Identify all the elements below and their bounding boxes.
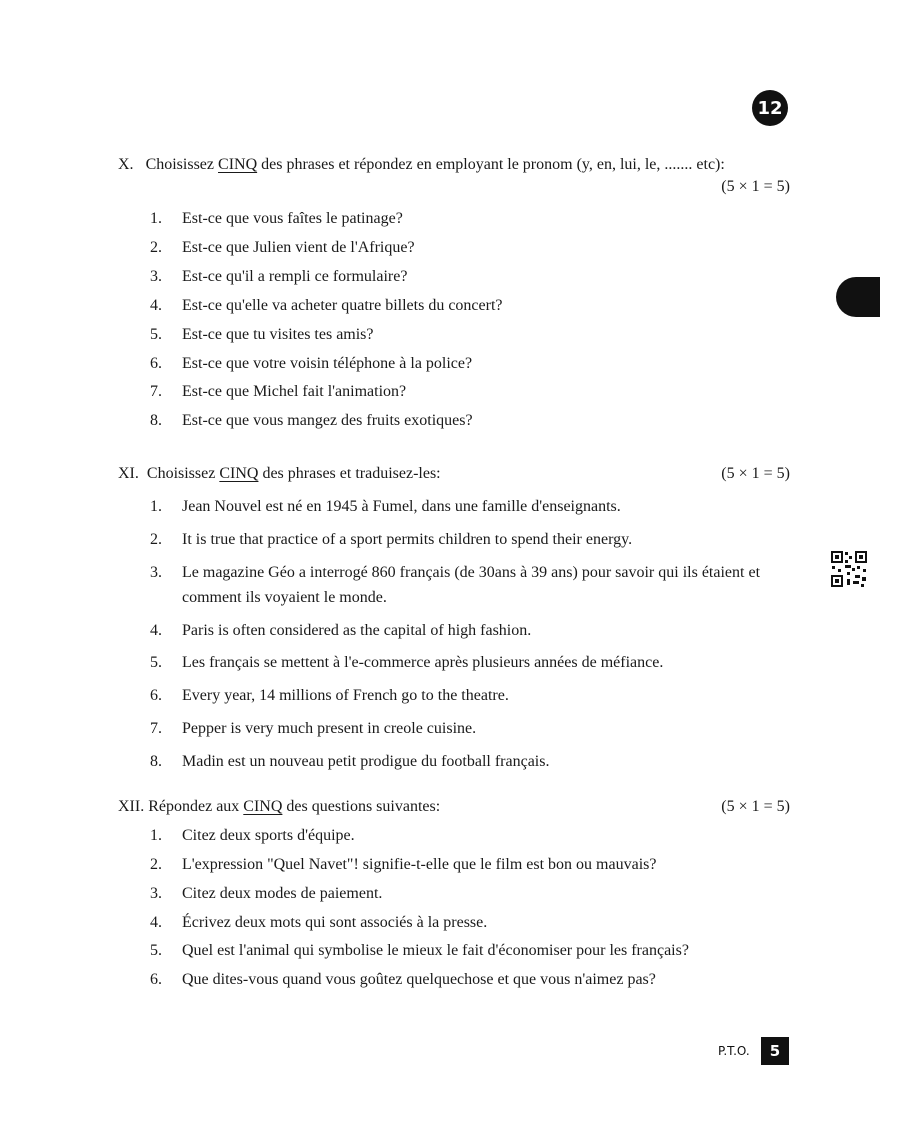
item-text: Que dites-vous quand vous goûtez quelquechose et que vous n'aimez pas?	[182, 971, 656, 988]
pto-label: P.T.O.	[718, 1044, 750, 1058]
list-item	[150, 322, 790, 347]
item-number: 6.	[150, 687, 162, 704]
item-text: Est-ce que Julien vient de l'Afrique?	[182, 239, 415, 256]
list-item	[150, 967, 790, 992]
item-number: 5.	[150, 654, 162, 671]
item-number: 6.	[150, 971, 162, 988]
item-text: Citez deux sports d'équipe.	[182, 827, 355, 844]
item-number: 4.	[150, 914, 162, 931]
list-item	[150, 379, 790, 404]
item-text: Le magazine Géo a interrogé 860 français (de 30ans à 39 ans) pour savoir qui ils étaient et comment ils voyaient le monde.	[182, 564, 761, 606]
item-number: 3.	[150, 268, 162, 285]
list-item	[150, 823, 790, 848]
heading-text: des questions suivantes:	[282, 798, 441, 815]
list-item	[150, 494, 790, 519]
item-number: 1.	[150, 827, 162, 844]
list-item	[150, 408, 790, 433]
list-item	[150, 910, 790, 935]
marks: (5 × 1 = 5)	[721, 178, 790, 195]
item-number: 1.	[150, 498, 162, 515]
list-item	[150, 560, 790, 610]
item-text: Every year, 14 millions of French go to the theatre.	[182, 687, 509, 704]
list-item	[150, 650, 790, 675]
item-text: Est-ce que votre voisin téléphone à la police?	[182, 355, 473, 372]
item-text: Est-ce qu'il a rempli ce formulaire?	[182, 268, 408, 285]
item-text: Jean Nouvel est né en 1945 à Fumel, dans une famille d'enseignants.	[182, 498, 621, 515]
side-tab-marker	[836, 277, 880, 317]
cinq-underlined: CINQ	[243, 798, 283, 815]
cinq-underlined: CINQ	[219, 465, 259, 482]
heading-text: Choisissez	[145, 156, 219, 173]
item-text: Est-ce que Michel fait l'animation?	[182, 383, 407, 400]
item-text: Madin est un nouveau petit prodigue du football français.	[182, 753, 550, 770]
section-number: X.	[118, 156, 134, 173]
list-item	[150, 683, 790, 708]
list-item	[150, 716, 790, 741]
section-number: XI.	[118, 465, 139, 482]
list-item	[150, 527, 790, 552]
item-number: 5.	[150, 942, 162, 959]
item-number: 8.	[150, 753, 162, 770]
list-item	[150, 293, 790, 318]
item-text: It is true that practice of a sport permits children to spend their energy.	[182, 531, 633, 548]
cinq-underlined: CINQ	[218, 156, 258, 173]
section-xi-heading	[118, 463, 790, 485]
item-number: 7.	[150, 383, 162, 400]
heading-text: des phrases et répondez en employant le pronom (y, en, lui, le, ....... etc):	[257, 156, 725, 173]
page-number: 5	[761, 1037, 789, 1065]
page-badge: 12	[752, 90, 788, 126]
item-number: 7.	[150, 720, 162, 737]
list-item	[150, 206, 790, 231]
item-text: Pepper is very much present in creole cuisine.	[182, 720, 477, 737]
list-item	[150, 235, 790, 260]
item-number: 5.	[150, 326, 162, 343]
heading-text: Choisissez	[146, 465, 220, 482]
section-xii-heading	[118, 796, 790, 818]
marks: (5 × 1 = 5)	[721, 798, 790, 815]
list-item	[150, 938, 790, 963]
item-number: 2.	[150, 531, 162, 548]
list-item	[150, 749, 790, 774]
item-text: Quel est l'animal qui symbolise le mieux le fait d'économiser pour les français?	[182, 942, 689, 959]
item-number: 4.	[150, 622, 162, 639]
list-item	[150, 852, 790, 877]
item-text: Est-ce que vous faîtes le patinage?	[182, 210, 403, 227]
item-number: 2.	[150, 239, 162, 256]
item-number: 2.	[150, 856, 162, 873]
section-x-heading	[118, 154, 790, 195]
item-number: 8.	[150, 412, 162, 429]
item-number: 6.	[150, 355, 162, 372]
item-text: L'expression "Quel Navet"! signifie-t-elle que le film est bon ou mauvais?	[182, 856, 657, 873]
item-text: Est-ce que vous mangez des fruits exotiques?	[182, 412, 473, 429]
item-text: Est-ce qu'elle va acheter quatre billets du concert?	[182, 297, 503, 314]
item-number: 3.	[150, 564, 162, 581]
item-text: Est-ce que tu visites tes amis?	[182, 326, 374, 343]
list-item	[150, 351, 790, 376]
item-text: Paris is often considered as the capital of high fashion.	[182, 622, 532, 639]
list-item	[150, 881, 790, 906]
heading-text: Répondez aux	[148, 798, 244, 815]
item-text: Les français se mettent à l'e-commerce après plusieurs années de méfiance.	[182, 654, 664, 671]
qr-code-icon	[830, 550, 868, 588]
list-item	[150, 618, 790, 643]
item-text: Citez deux modes de paiement.	[182, 885, 383, 902]
heading-text: des phrases et traduisez-les:	[258, 465, 441, 482]
item-text: Écrivez deux mots qui sont associés à la presse.	[182, 914, 488, 931]
section-number: XII.	[118, 798, 145, 815]
item-number: 1.	[150, 210, 162, 227]
item-number: 4.	[150, 297, 162, 314]
marks: (5 × 1 = 5)	[721, 465, 790, 482]
list-item	[150, 264, 790, 289]
item-number: 3.	[150, 885, 162, 902]
